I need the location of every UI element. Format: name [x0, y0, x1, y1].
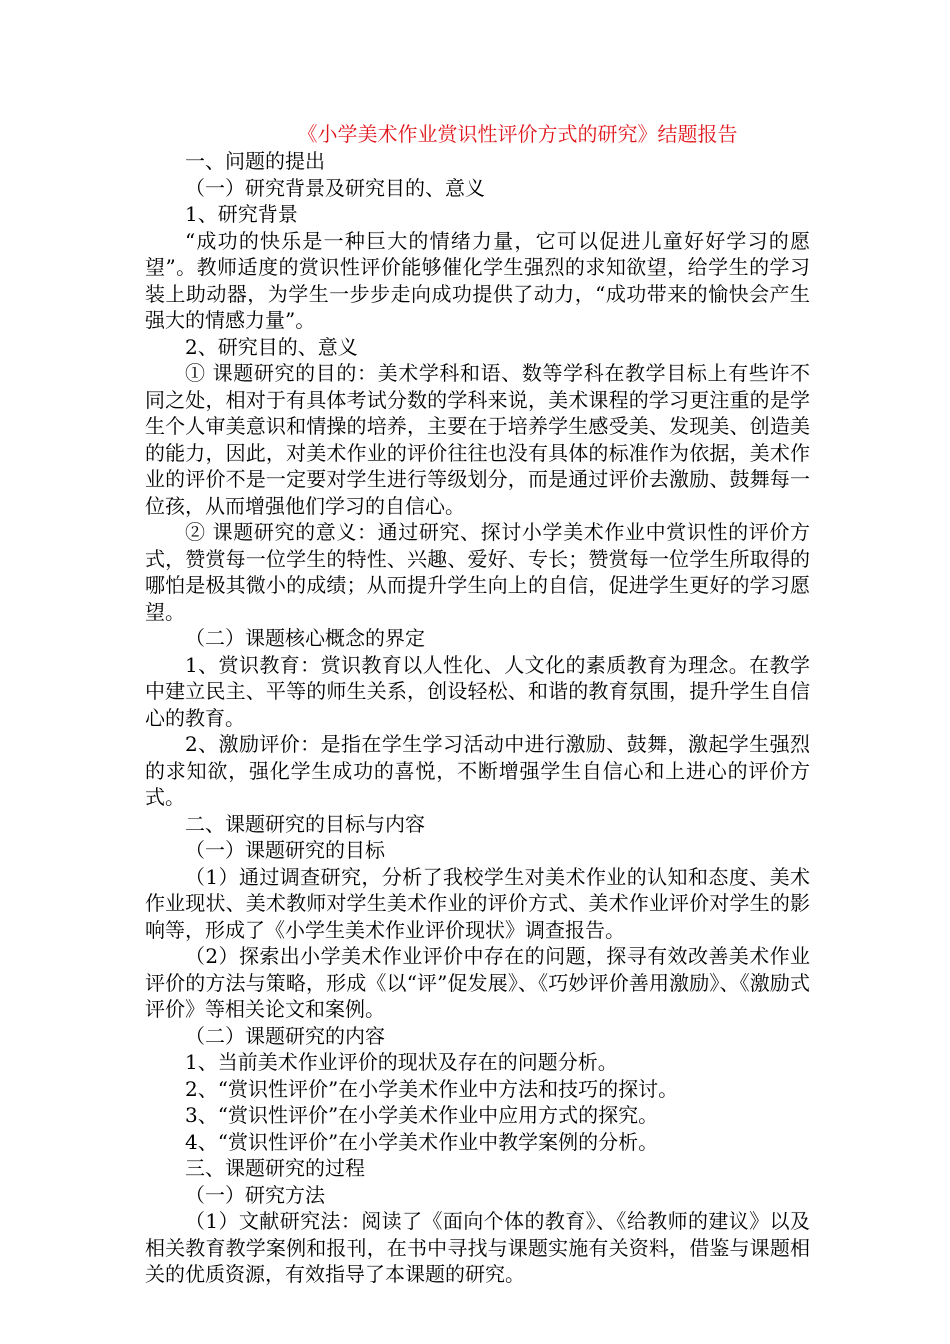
section-heading-1: 一、问题的提出 [185, 149, 325, 173]
subsection-heading-2-1: （一）课题研究的目标 [185, 838, 385, 862]
content-item-1: 1、当前美术作业评价的现状及存在的问题分析。 [185, 1050, 618, 1074]
document-page [145, 120, 810, 1288]
item-heading-background: 1、研究背景 [185, 202, 298, 226]
content-item-2: 2、“赏识性评价”在小学美术作业中方法和技巧的探讨。 [185, 1076, 679, 1101]
paragraph-goal-2: （2）探索出小学美术作业评价中存在的问题，探寻有效改善美术作业评价的方法与策略，形成《以“评”促发展》、《巧妙评价善用激励》、《激励式评价》等相关论文和案例。 [145, 944, 810, 1021]
paragraph-purpose: ① 课题研究的目的：美术学科和语、数等学科在教学目标上有些许不同之处，相对于有具体考试分数的学科来说，美术课程的学习更注重的是学生个人审美意识和情操的培养，主要在于培养学生感受美、发现美、创造美的能力，因此，对美术作业的评价往往也没有具体的标准作为依据，美术作业的评价不是一定要对学生进行等级划分，而是通过评价去激励、鼓舞每一位孩，从而增强他们学习的自信心。 [145, 361, 810, 518]
content-item-4: 4、“赏识性评价”在小学美术作业中教学案例的分析。 [185, 1129, 659, 1154]
subsection-heading-1-2: （二）课题核心概念的界定 [185, 626, 425, 650]
paragraph-goal-1: （1）通过调查研究，分析了我校学生对美术作业的认知和态度、美术作业现状、美术教师对学生美术作业的评价方式、美术作业评价对学生的影响等，形成了《小学生美术作业评价现状》调查报告。 [145, 864, 810, 942]
report-title: 《小学美术作业赏识性评价方式的研究》结题报告 [297, 122, 738, 146]
item-heading-purpose: 2、研究目的、意义 [185, 334, 358, 359]
paragraph-background: “成功的快乐是一种巨大的情绪力量，它可以促进儿童好好学习的愿望”。教师适度的赏识性评价能够催化学生强烈的求知欲望，给学生的学习装上助动器，为学生一步步走向成功提供了动力，“成功带来的愉快会产生强大的情感力量”。 [145, 228, 810, 332]
paragraph-significance: ② 课题研究的意义：通过研究、探讨小学美术作业中赏识性的评价方式，赞赏每一位学生的特性、兴趣、爱好、专长；赞赏每一位学生所取得的哪怕是极其微小的成绩；从而提升学生向上的自信，促进学生更好的学习愿望。 [145, 520, 810, 624]
subsection-heading-1-1: （一）研究背景及研究目的、意义 [185, 175, 485, 200]
subsection-heading-2-2: （二）课题研究的内容 [185, 1023, 385, 1048]
section-heading-3: 三、课题研究的过程 [185, 1156, 365, 1180]
subsection-heading-3-1: （一）研究方法 [185, 1182, 325, 1207]
section-heading-2: 二、课题研究的目标与内容 [185, 811, 425, 836]
paragraph-appreciation-education: 1、赏识教育：赏识教育以人性化、人文化的素质教育为理念。在教学中建立民主、平等的师生关系，创设轻松、和谐的教育氛围，提升学生自信心的教育。 [145, 652, 810, 730]
paragraph-literature-method: （1）文献研究法：阅读了《面向个体的教育》、《给教师的建议》以及相关教育教学案例和报刊，在书中寻找与课题实施有关资料，借鉴与课题相关的优质资源，有效指导了本课题的研究。 [145, 1209, 810, 1286]
paragraph-incentive-evaluation: 2、激励评价：是指在学生学习活动中进行激励、鼓舞，激起学生强烈的求知欲，强化学生成功的喜悦，不断增强学生自信心和上进心的评价方式。 [145, 732, 810, 809]
content-item-3: 3、“赏识性评价”在小学美术作业中应用方式的探究。 [185, 1103, 659, 1127]
